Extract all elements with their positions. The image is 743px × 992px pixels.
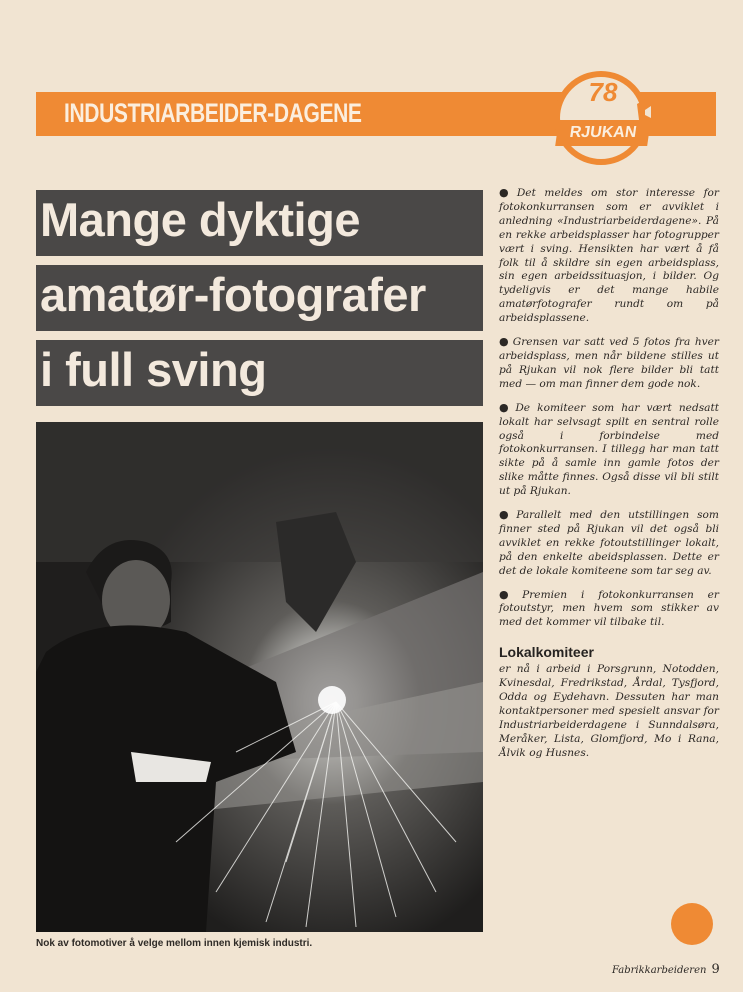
photo-illustration <box>36 422 483 932</box>
article-paragraph: ● Parallelt med den utstillingen som finner sted på Rjukan vil det også bli avviklet en rekke fotoutstillinger lokalt, på den enkelte abeidsplassen. Dette er det de lokale komiteene som tar seg av. <box>499 508 719 577</box>
publication-name: Fabrikkarbeideren <box>612 965 707 976</box>
bullet-icon: ● <box>499 508 514 522</box>
article-column <box>499 186 719 770</box>
article-paragraph: ● De komiteer som har vært nedsatt lokalt har selvsagt spilt en sentral rolle også i forbindelse med fotokonkurransen. I tillegg har man tatt sikte på å samle inn gamle fotos der slike måtte finnes. Også disse vil bli stilt ut på Rjukan. <box>499 400 719 498</box>
orange-dot-decoration <box>671 903 713 945</box>
article-paragraph: ● Premien i fotokonkurransen er fotoutstyr, men hvem som stikker av med det kommer vil tilbake til. <box>499 587 720 629</box>
article-paragraph: ● Det meldes om stor interesse for fotokonkurransen som er avviklet i anledning «Industriarbeiderdagene». På en rekke arbeidsplasser har fotogrupper vært i sving. Hensikten har vært å få folk til å skildre sin egen arbeidsplass, sin egen arbeidssituasjon, i bilder. Og tydeligvis er det mange habile amatørfotografer rundt om på arbeidsplassene. <box>499 186 719 325</box>
logo-city: RJUKAN <box>555 120 651 146</box>
subheading-paragraph: er nå i arbeid i Porsgrunn, Notodden, Kvinesdal, Fredrikstad, Årdal, Tysfjord, Odda og Eydehavn. Dessuten har man kontaktpersoner med spesielt ansvar for Industriarbeiderdagene i Sunndalsøra, Meråker, Lista, Glomfjord, Mo i Rana, Ålvik og Husnes. <box>499 663 719 759</box>
subheading: Lokalkomiteer <box>499 644 594 661</box>
logo-number: 78 <box>588 77 618 107</box>
article-paragraph: ● Grensen var satt ved 5 fotos fra hver arbeidsplass, men når bildene stilles ut på Rjukan vil nok flere bilder bli tatt med — om man finner dem gode nok. <box>499 335 719 390</box>
headline-line-3: i full sving <box>36 340 483 406</box>
bullet-icon: ● <box>499 186 514 199</box>
bullet-icon: ● <box>499 587 520 601</box>
welding-photo <box>36 422 483 932</box>
rjukan-78-logo <box>551 68 655 168</box>
headline-line-2: amatør-fotografer <box>36 265 483 331</box>
headline-line-1: Mange dyktige <box>36 190 483 256</box>
bullet-icon: ● <box>499 335 510 349</box>
photo-caption: Nok av fotomotiver å velge mellom innen kjemisk industri. <box>36 938 313 949</box>
bullet-icon: ● <box>499 400 513 414</box>
page-number: 9 <box>711 962 720 977</box>
section-title: INDUSTRIARBEIDER-DAGENE <box>64 98 362 128</box>
page-footer <box>612 962 720 977</box>
